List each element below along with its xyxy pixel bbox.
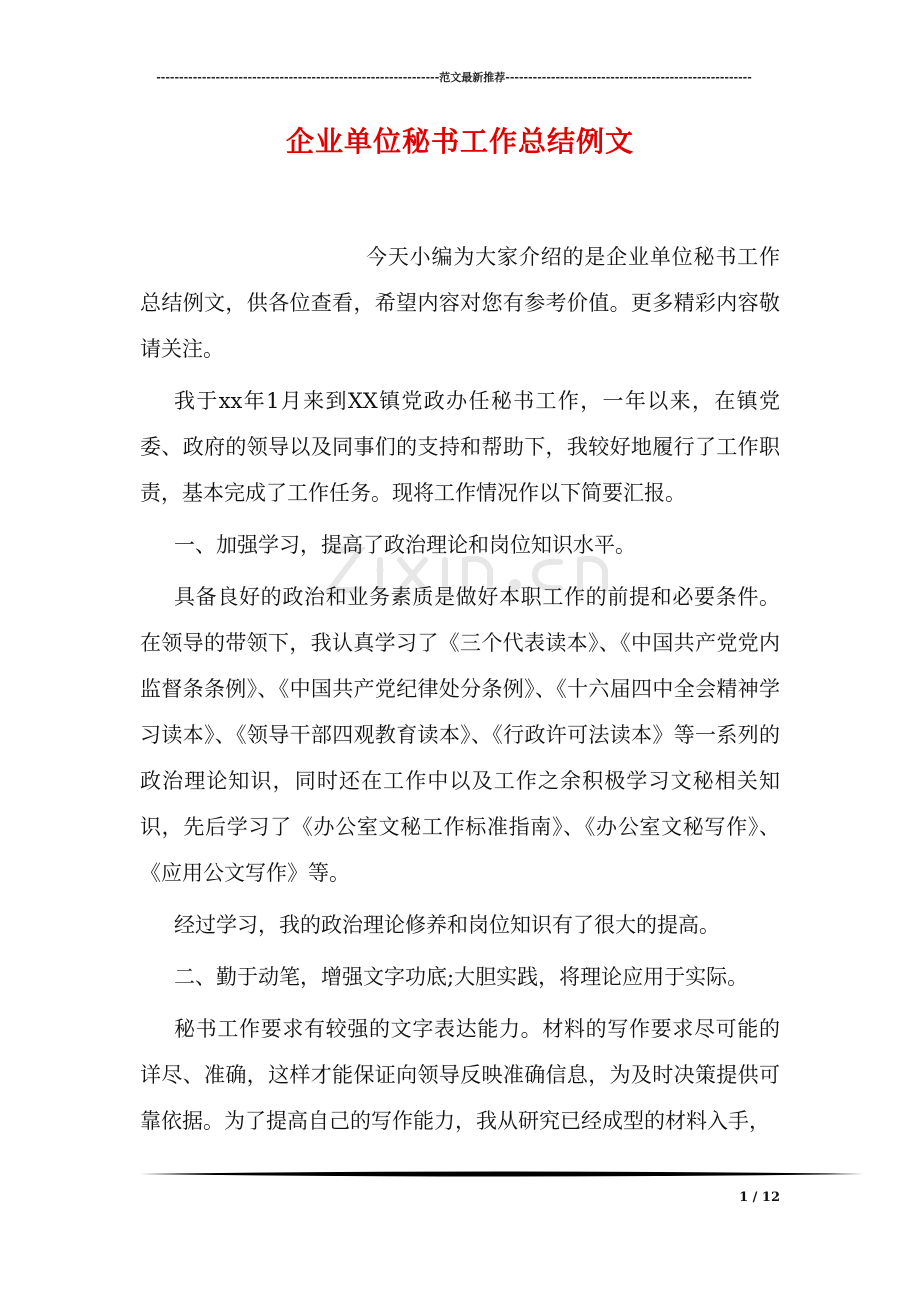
document-title: 企业单位秘书工作总结例文: [285, 125, 634, 158]
intro-paragraph: 今天小编为大家介绍的是企业单位秘书工作总结例文，供各位查看，希望内容对您有参考价值。更多精彩内容敬请关注。: [140, 245, 780, 361]
footer-divider: [140, 1170, 864, 1178]
document-body: [140, 234, 780, 1150]
section-heading: 二、勤于动笔，增强文字功底;大胆实践，将理论应用于实际。: [174, 965, 749, 989]
paragraph: 具备良好的政治和业务素质是做好本职工作的前提和必要条件。在领导的带领下，我认真学习了《三个代表读本》、《中国共产党党内监督条条例》、《中国共产党纪律处分条例》、《十六届四中全会精神学习读本》、《领导干部四观教育读本》、《行政许可法读本》等一系列的政治理论知识，同时还在工作中以及工作之余积极学习文秘相关知识，先后学习了《办公室文秘工作标准指南》、《办公室文秘写作》、《应用公文写作》等。: [140, 585, 780, 885]
paragraph: 我于xx年1月来到XX镇党政办任秘书工作，一年以来，在镇党委、政府的领导以及同事们的支持和帮助下，我较好地履行了工作职责，基本完成了工作任务。现将工作情况作以下简要汇报。: [140, 389, 780, 505]
page-number: 1 / 12: [739, 1190, 780, 1205]
section-heading: 一、加强学习，提高了政治理论和岗位知识水平。: [174, 533, 636, 557]
paragraph: 经过学习，我的政治理论修养和岗位知识有了很大的提高。: [174, 913, 720, 937]
header-banner: --------------------------------------------------------------范文最新推荐------------------------------------------------------: [156, 71, 752, 84]
paragraph: 秘书工作要求有较强的文字表达能力。材料的写作要求尽可能的详尽、准确，这样才能保证向领导反映准确信息，为及时决策提供可靠依据。为了提高自己的写作能力，我从研究已经成型的材料入手，: [140, 1017, 780, 1133]
